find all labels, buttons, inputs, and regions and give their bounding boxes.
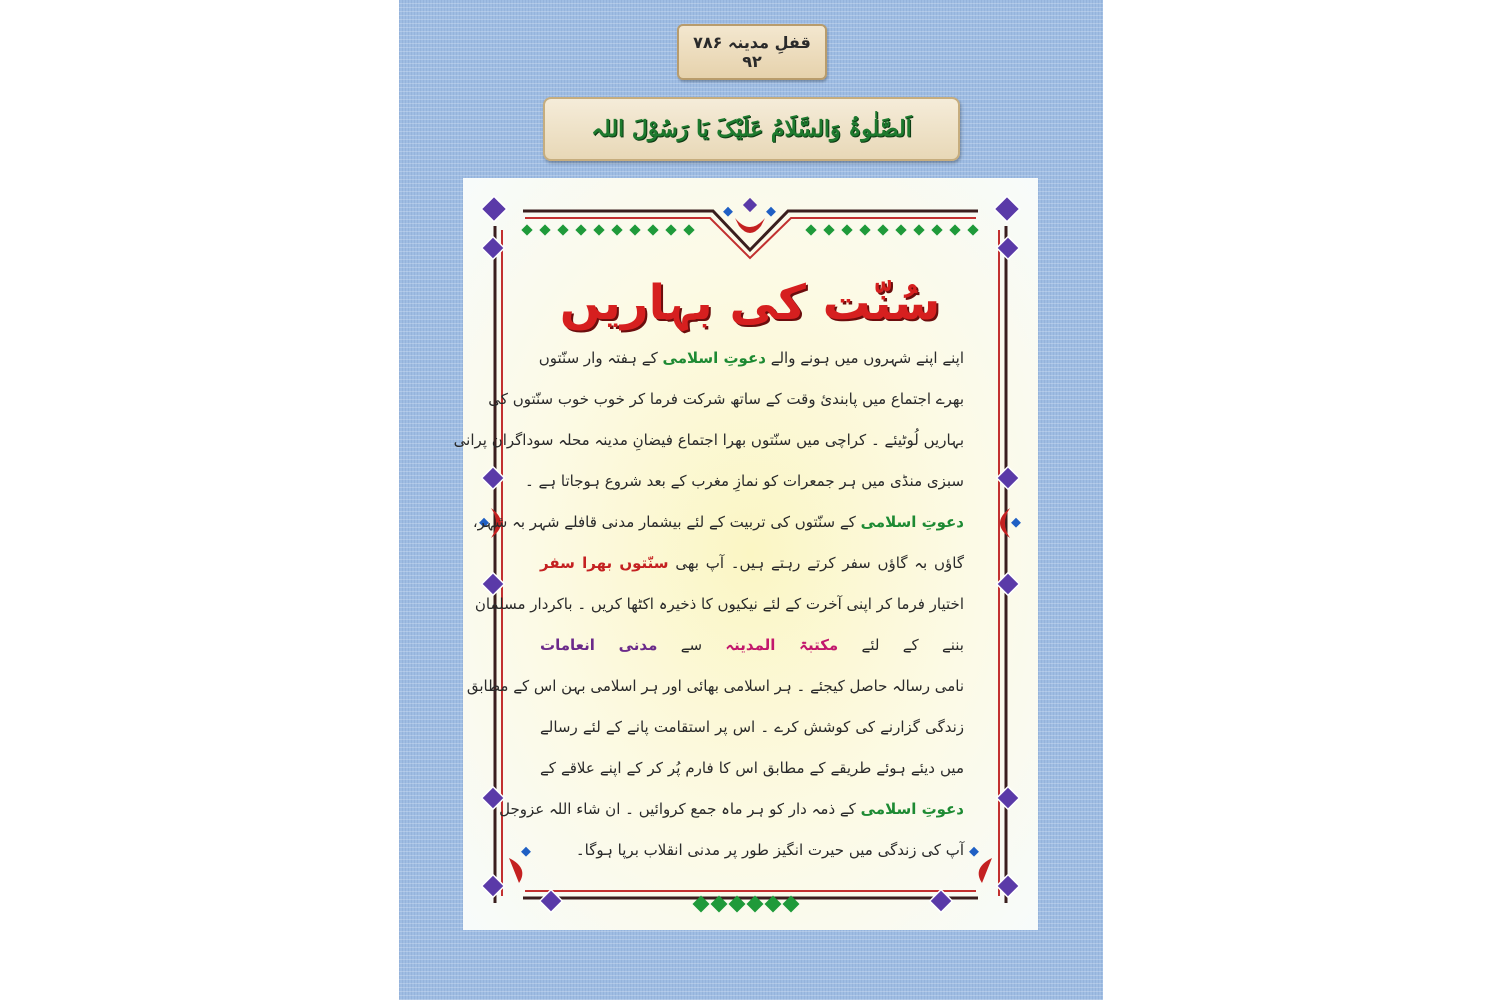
text-run: اپنے اپنے شہروں میں ہونے والے bbox=[770, 349, 964, 367]
highlight-madani-inamaat: مدنی انعامات bbox=[540, 636, 658, 654]
highlight-maktaba-tul-madina: مکتبۃ المدینہ bbox=[725, 636, 839, 654]
body-text bbox=[453, 338, 964, 871]
body-line: زندگی گزارنے کی کوشش کرے ۔ اس پر استقامت پانے کے لئے رسالے bbox=[540, 718, 964, 736]
text-run: کے ذمہ دار کو ہر ماہ جمع کروائیں ۔ ان شاء اللہ عزوجل bbox=[499, 800, 856, 818]
header-label-line2: ۹۲ bbox=[742, 52, 762, 71]
header-label-line1: قفلِ مدینہ ۷۸۶ bbox=[693, 33, 811, 52]
body-line: نامی رسالہ حاصل کیجئے ۔ ہر اسلامی بھائی اور ہر اسلامی بہن اس کے مطابق bbox=[466, 677, 964, 695]
body-line: بھرے اجتماع میں پابندیٔ وقت کے ساتھ شرکت فرما کر خوب خوب سنّتوں کی bbox=[488, 390, 964, 408]
body-line: بہاریں لُوٹیئے ۔ کراچی میں سنّتوں بھرا اجتماع فیضانِ مدینہ محلہ سوداگران پرانی bbox=[453, 431, 964, 449]
text-run: بننے کے لئے bbox=[861, 636, 964, 654]
highlight-sunnaton-bhara-safar: سنّتوں بھرا سفر bbox=[540, 554, 669, 572]
header-label-box bbox=[677, 24, 827, 80]
text-run: کے سنّتوں کی تربیت کے لئے بیشمار مدنی قافلے شہر بہ شہر، bbox=[472, 513, 856, 531]
body-line bbox=[540, 543, 964, 584]
text-run: کے ہفتہ وار سنّتوں bbox=[538, 349, 658, 367]
highlight-dawat-e-islami: دعوتِ اسلامی bbox=[860, 513, 964, 531]
body-line: اختیار فرما کر اپنی آخرت کے لئے نیکیوں کا ذخیرہ اکٹھا کریں ۔ باکردار مسلمان bbox=[474, 595, 964, 613]
body-line: آپ کی زندگی میں حیرت انگیز طور پر مدنی انقلاب برپا ہوگا۔ bbox=[575, 841, 964, 859]
body-line: سبزی منڈی میں ہر جمعرات کو نمازِ مغرب کے بعد شروع ہوجاتا ہے ۔ bbox=[524, 472, 964, 490]
body-line bbox=[499, 789, 964, 830]
body-line bbox=[540, 338, 964, 379]
text-run: سے bbox=[680, 636, 703, 654]
body-line bbox=[540, 625, 964, 666]
highlight-dawat-e-islami: دعوتِ اسلامی bbox=[662, 349, 766, 367]
salutation-banner: اَلصَّلٰوۃُ وَالسَّلَامُ عَلَیْکَ یَا رَسُوْلَ اللہ bbox=[543, 97, 960, 161]
highlight-dawat-e-islami: دعوتِ اسلامی bbox=[860, 800, 964, 818]
page-title: سُنّت کی بہاریں bbox=[559, 275, 941, 331]
body-line bbox=[472, 502, 964, 543]
body-line: میں دیئے ہوئے طریقے کے مطابق اس کا فارم پُر کر کے اپنے علاقے کے bbox=[540, 759, 964, 777]
text-run: گاؤں بہ گاؤں سفر کرتے رہتے ہیں۔ آپ بھی bbox=[675, 554, 964, 572]
